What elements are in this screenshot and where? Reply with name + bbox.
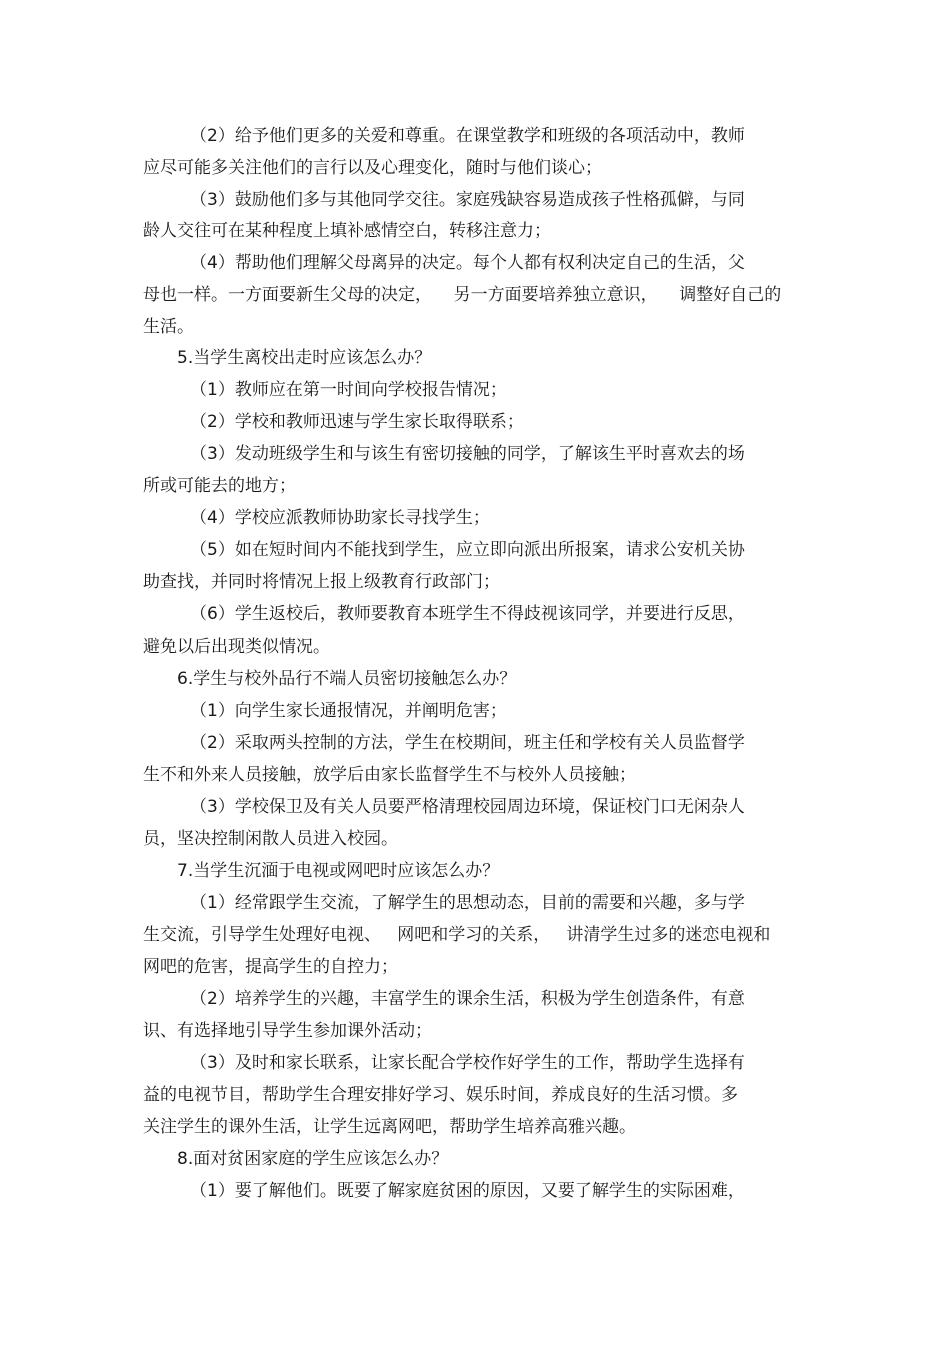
paragraph-line: （4）学校应派教师协助家长寻找学生； [190,508,490,528]
paragraph-line: （2）采取两头控制的方法，学生在校期间，班主任和学校有关人员监督学 [190,733,745,753]
paragraph-line: 助查找，并同时将情况上报上级教育行政部门； [143,572,500,592]
section-heading: 5.当学生离校出走时应该怎么办？ [177,348,432,368]
paragraph-line: （1）教师应在第一时间向学校报告情况； [190,380,507,400]
paragraph-line: 应尽可能多关注他们的言行以及心理变化，随时与他们谈心； [143,158,602,178]
paragraph-line: （1）要了解他们。既要了解家庭贫困的原因，又要了解学生的实际困难， [190,1181,745,1201]
section-heading: 8.面对贫困家庭的学生应该怎么办？ [177,1149,449,1169]
paragraph-line: 避免以后出现类似情况。 [143,637,330,657]
paragraph-line: 所或可能去的地方； [143,476,296,496]
paragraph-line: 龄人交往可在某种程度上填补感情空白，转移注意力； [143,221,551,241]
paragraph-line: （3）学校保卫及有关人员要严格清理校园周边环境，保证校门口无闲杂人 [190,797,745,817]
paragraph-line: （2）培养学生的兴趣，丰富学生的课余生活，积极为学生创造条件，有意 [190,989,745,1009]
paragraph-line: 识、有选择地引导学生参加课外活动； [143,1021,432,1041]
paragraph-line: （1）经常跟学生交流，了解学生的思想动态，目前的需要和兴趣，多与学 [190,893,745,913]
paragraph-line: （5）如在短时间内不能找到学生，应立即向派出所报案，请求公安机关协 [190,540,745,560]
paragraph-line: 生活。 [143,317,194,337]
section-heading: 6.学生与校外品行不端人员密切接触怎么办？ [177,669,517,689]
paragraph-line: （3）发动班级学生和与该生有密切接触的同学，了解该生平时喜欢去的场 [190,444,745,464]
paragraph-line: （3）鼓励他们多与其他同学交往。家庭残缺容易造成孩子性格孤僻，与同 [190,190,745,210]
paragraph-line: 益的电视节目，帮助学生合理安排好学习、娱乐时间，养成良好的生活习惯。多 [143,1085,738,1105]
paragraph-line: （3）及时和家长联系，让家长配合学校作好学生的工作，帮助学生选择有 [190,1053,745,1073]
paragraph-line: （4）帮助他们理解父母离异的决定。每个人都有权利决定自己的生活，父 [190,253,745,273]
paragraph-line: 员，坚决控制闲散人员进入校园。 [143,829,398,849]
paragraph-line: （1）向学生家长通报情况，并阐明危害； [190,701,507,721]
paragraph-line: （6）学生返校后，教师要教育本班学生不得歧视该同学，并要进行反思， [190,604,745,624]
paragraph-line: 生不和外来人员接触，放学后由家长监督学生不与校外人员接触； [143,765,636,785]
paragraph-line: （2）学校和教师迅速与学生家长取得联系； [190,412,524,432]
paragraph-line: （2）给予他们更多的关爱和尊重。在课堂教学和班级的各项活动中，教师 [190,126,745,146]
section-heading: 7.当学生沉湎于电视或网吧时应该怎么办？ [177,861,500,881]
paragraph-line: 生交流，引导学生处理好电视、 网吧和学习的关系， 讲清学生过多的迷恋电视和 [143,925,771,945]
paragraph-line: 关注学生的课外生活，让学生远离网吧，帮助学生培养高雅兴趣。 [143,1117,636,1137]
paragraph-line: 母也一样。一方面要新生父母的决定， 另一方面要培养独立意识， 调整好自己的 [143,285,782,305]
paragraph-line: 网吧的危害，提高学生的自控力； [143,957,398,977]
